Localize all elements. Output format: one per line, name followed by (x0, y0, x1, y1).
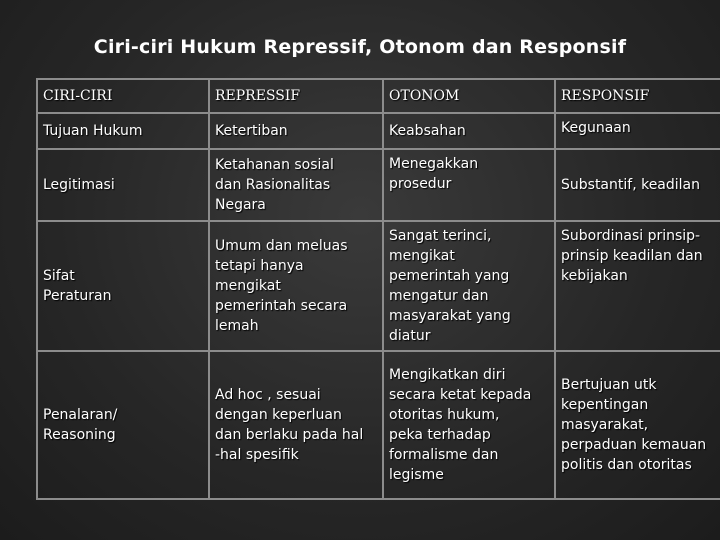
row-label: Legitimasi (37, 149, 209, 221)
table-row (37, 351, 720, 499)
cell-responsif: Substantif, keadilan (555, 149, 720, 221)
header-repressif: REPRESSIF (209, 79, 383, 113)
row-label: Tujuan Hukum (37, 113, 209, 149)
header-ciri-ciri: CIRI-CIRI (37, 79, 209, 113)
table-row (37, 113, 720, 149)
row-label: Sifat Peraturan (37, 221, 209, 351)
slide-title: Ciri-ciri Hukum Repressif, Otonom dan Responsif (93, 36, 627, 58)
cell-otonom: Mengikatkan diri secara ketat kepada otoritas hukum, peka terhadap formalisme dan legisme (383, 351, 555, 499)
cell-repressif: Ad hoc , sesuai dengan keperluan dan berlaku pada hal -hal spesifik (209, 351, 383, 499)
cell-responsif: Kegunaan (555, 113, 720, 149)
table-row (37, 149, 720, 221)
cell-repressif: Umum dan meluas tetapi hanya mengikat pemerintah secara lemah (209, 221, 383, 351)
header-responsif: RESPONSIF (555, 79, 720, 113)
table-header-row (37, 79, 720, 113)
cell-repressif: Ketertiban (209, 113, 383, 149)
cell-otonom: Sangat terinci, mengikat pemerintah yang mengatur dan masyarakat yang diatur (383, 221, 555, 351)
cell-repressif: Ketahanan sosial dan Rasionalitas Negara (209, 149, 383, 221)
table-row (37, 221, 720, 351)
cell-responsif: Bertujuan utk kepentingan masyarakat, perpaduan kemauan politis dan otoritas (555, 351, 720, 499)
cell-otonom: Menegakkan prosedur (383, 149, 555, 221)
cell-otonom: Keabsahan (383, 113, 555, 149)
comparison-table (36, 78, 720, 500)
header-otonom: OTONOM (383, 79, 555, 113)
cell-responsif: Subordinasi prinsip- prinsip keadilan dan kebijakan (555, 221, 720, 351)
row-label: Penalaran/ Reasoning (37, 351, 209, 499)
